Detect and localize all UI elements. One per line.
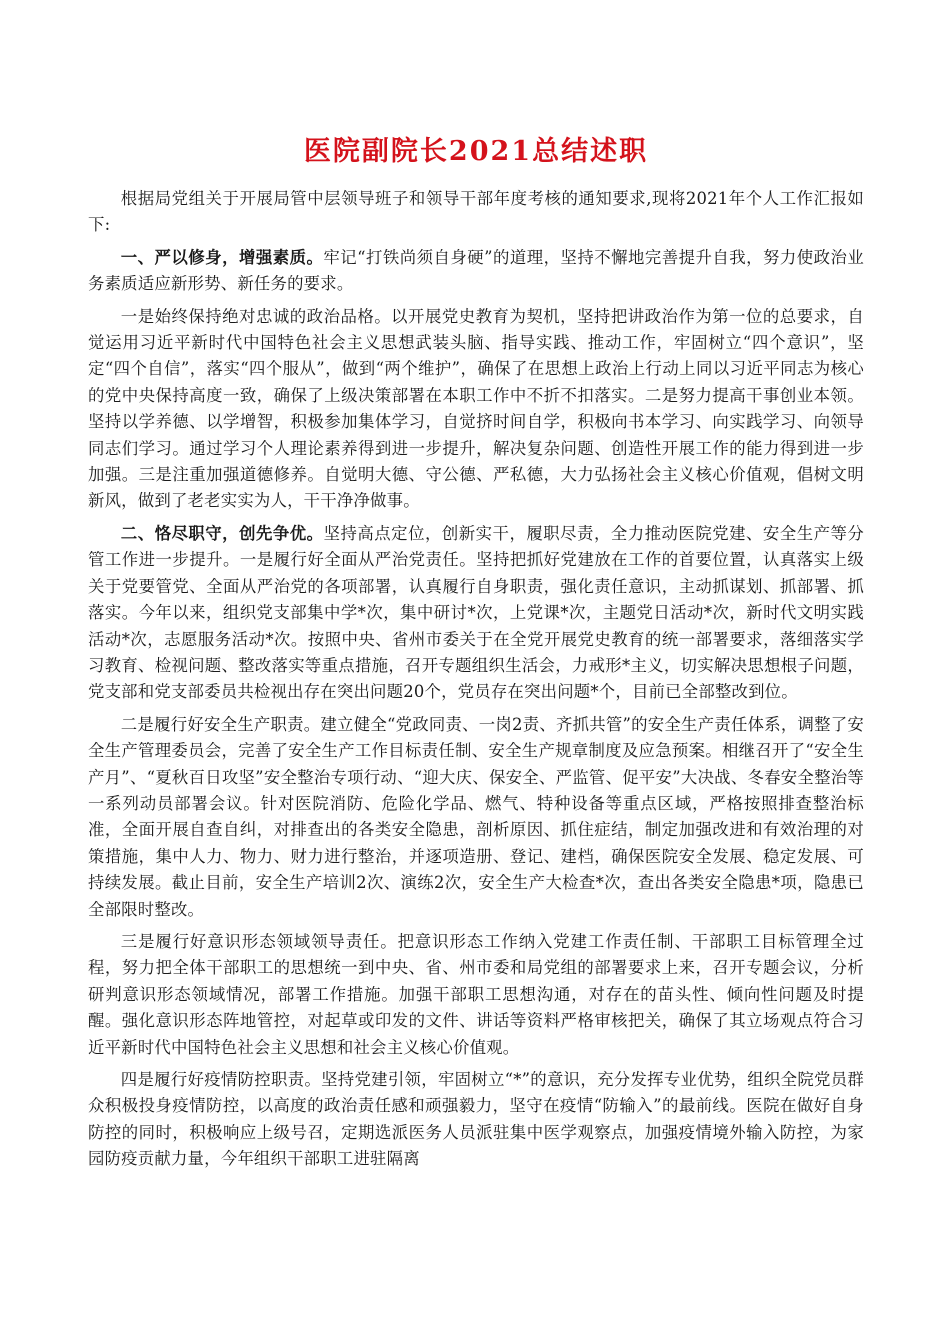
paragraph-body — [88, 1067, 864, 1173]
paragraph-text: 一是始终保持绝对忠诚的政治品格。以开展党史教育为契机，坚持把讲政治作为第一位的总要求，自觉运用习近平新时代中国特色社会主义思想武装头脑、指导实践、推动工作，牢固树立“四个意识”，坚定“四个自信”，落实“四个服从”，做到“两个维护”，确保了在思想上政治上行动上同以习近平同志为核心的党中央保持高度一致，确保了上级决策部署在本职工作中不折不扣落实。二是努力提高干事创业本领。坚持以学养德、以学增智，积极参加集体学习，自觉挤时间自学，积极向书本学习、向实践学习、向领导同志们学习。通过学习个人理论素养得到进一步提升，解决复杂问题、创造性开展工作的能力得到进一步加强。三是注重加强道德修养。自觉明大德、守公德、严私德，大力弘扬社会主义核心价值观，倡树文明新风，做到了老老实实为人，干干净净做事。 — [88, 306, 864, 511]
document-page — [88, 132, 864, 1179]
paragraph-body — [88, 304, 864, 515]
paragraph-text: 三是履行好意识形态领域领导责任。把意识形态工作纳入党建工作责任制、干部职工目标管理全过程，努力把全体干部职工的思想统一到中央、省、州市委和局党组的部署要求上来，召开专题会议，分析研判意识形态领域情况，部署工作措施。加强干部职工思想沟通，对存在的苗头性、倾向性问题及时提醒。强化意识形态阵地管控，对起草或印发的文件、讲话等资料严格审核把关，确保了其立场观点符合习近平新时代中国特色社会主义思想和社会主义核心价值观。 — [88, 931, 864, 1057]
paragraph-text: 四是履行好疫情防控职责。坚持党建引领，牢固树立“*”的意识，充分发挥专业优势，组织全院党员群众积极投身疫情防控，以高度的政治责任感和顽强毅力，坚守在疫情“防输入”的最前线。医院在做好自身防控的同时，积极响应上级号召，定期选派医务人员派驻集中医学观察点，加强疫情境外输入防控，为家园防疫贡献力量，今年组织干部职工进驻隔离 — [88, 1070, 864, 1169]
paragraph-intro — [88, 186, 864, 239]
paragraph-text: 根据局党组关于开展局管中层领导班子和领导干部年度考核的通知要求,现将2021年个人工作汇报如下: — [88, 189, 864, 235]
paragraph-text: 坚持高点定位，创新实干，履职尽责，全力推动医院党建、安全生产等分管工作进一步提升。一是履行好全面从严治党责任。坚持把抓好党建放在工作的首要位置，认真落实上级关于党要管党、全面从严治党的各项部署，认真履行自身职责，强化责任意识，主动抓谋划、抓部署、抓落实。今年以来，组织党支部集中学*次，集中研讨*次，上党课*次，主题党日活动*次，新时代文明实践活动*次，志愿服务活动*次。按照中央、省州市委关于在全党开展党史教育的统一部署要求，落细落实学习教育、检视问题、整改落实等重点措施，召开专题组织生活会，力戒形*主义，切实解决思想根子问题，党支部和党支部委员共检视出存在突出问题20个，党员存在突出问题*个，目前已全部整改到位。 — [88, 523, 864, 702]
document-title: 医院副院长2021总结述职 — [303, 136, 649, 167]
paragraph-section-1 — [88, 245, 864, 298]
section-heading: 二、恪尽职守，创先争优。 — [120, 523, 324, 543]
section-heading: 一、严以修身，增强素质。 — [120, 247, 324, 267]
paragraph-text: 牢记“打铁尚须自身硬”的道理，坚持不懈地完善提升自我，努力使政治业务素质适应新形势、新任务的要求。 — [88, 247, 865, 294]
paragraph-text: 二是履行好安全生产职责。建立健全“党政同责、一岗2责、齐抓共管”的安全生产责任体系，调整了安全生产管理委员会，完善了安全生产工作目标责任制、安全生产规章制度及应急预案。相继召开了“安全生产月”、“夏秋百日攻坚”安全整治专项行动、“迎大庆、保安全、严监管、促平安”大决战、冬春安全整治等一系列动员部署会议。针对医院消防、危险化学品、燃气、特种设备等重点区域，严格按照排查整治标准，全面开展自查自纠，对排查出的各类安全隐患，剖析原因、抓住症结，制定加强改进和有效治理的对策措施，集中人力、物力、财力进行整治，并逐项造册、登记、建档，确保医院安全发展、稳定发展、可持续发展。截止目前，安全生产培训2次、演练2次，安全生产大检查*次，查出各类安全隐患*项，隐患已全部限时整改。 — [88, 714, 864, 919]
paragraph-body — [88, 929, 864, 1061]
paragraph-body — [88, 712, 864, 923]
paragraph-section-2 — [88, 521, 864, 706]
